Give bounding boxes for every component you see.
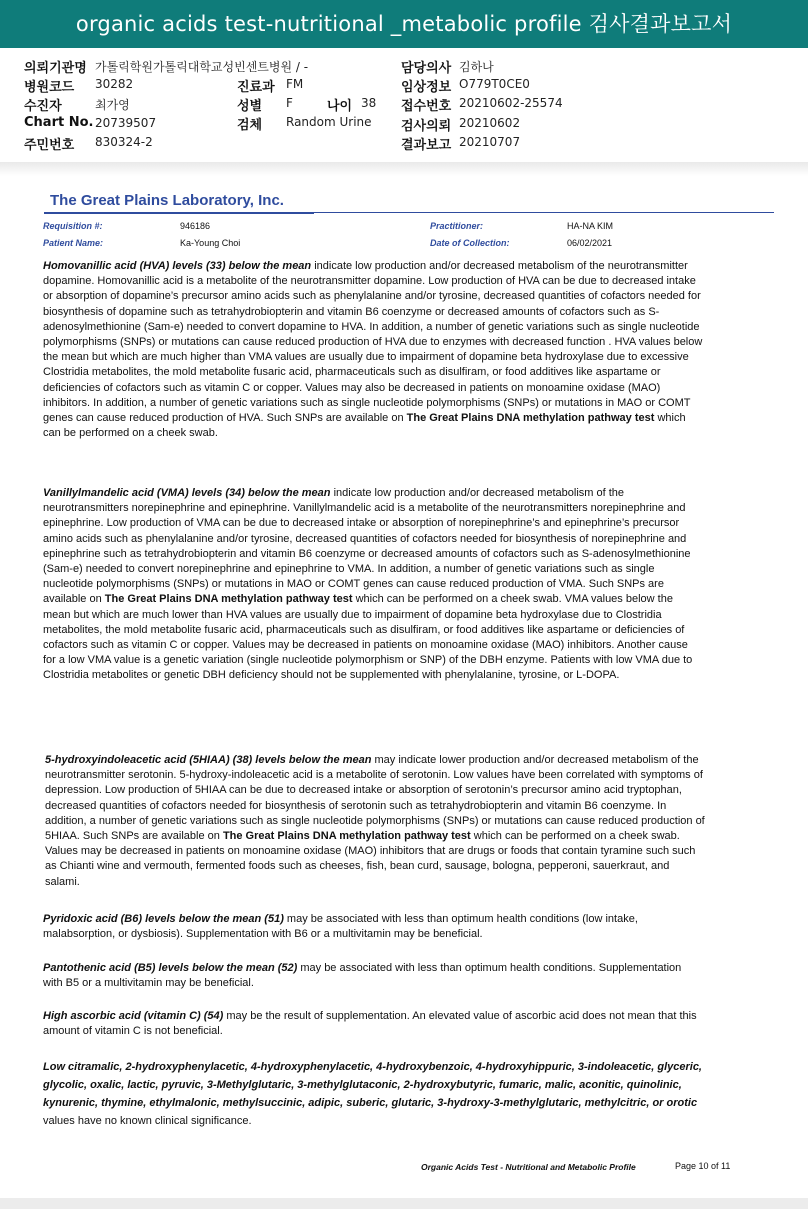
chart-no-value: 20739507 <box>95 116 157 130</box>
vitamin-c-paragraph <box>43 1009 703 1039</box>
lab-name: The Great Plains Laboratory, Inc. <box>50 192 284 209</box>
hospital-code-value: 30282 <box>95 77 134 91</box>
specimen-value: Random Urine <box>286 115 372 129</box>
patient-header <box>0 55 808 155</box>
patient-label: Patient Name: <box>43 238 104 248</box>
vma-paragraph <box>43 486 703 684</box>
resident-no-value: 830324-2 <box>95 135 153 149</box>
collection-value: 06/02/2021 <box>567 238 613 248</box>
low-values-text: values have no known clinical significance. <box>43 1115 252 1127</box>
5hiaa-paragraph <box>45 753 705 890</box>
footer-page-number: Page 10 of 11 <box>675 1161 731 1171</box>
b6-heading: Pyridoxic acid (B6) levels below the mean (51) <box>43 913 284 925</box>
doctor-value: 김하나 <box>459 60 494 74</box>
institution-label: 의뢰기관명 <box>24 61 87 76</box>
collector-label: 수진자 <box>24 99 62 114</box>
vma-text: indicate low production and/or decreased metabolism of the neurotransmitters norepinephrine and epinephrine. Vanillylmandelic acid is a metabolite of the neurotransmitters norepinephrine and epinephrine. Low production of VMA can be due to decreased intake or absorption of norepinephrine’s and epinephrine’s precursor amino acids such as phenylalanine and/or tyrosine, decreased quantities of cofactors needed for biosynthesis of norepinephrine and epinephrine such as tetrahydrobiopterin and vitamin B6 coenzyme or decreased amounts of cofactors such as S-adenosylmethionine (Sam-e) needed to convert norepinephrine and epinephrine to VMA. In addition, a number of genetic variations such as single nucleotide polymorphisms (SNPs) or mutations in MAO or COMT genes can cause reduced production of VMA. Such SNPs are available on <box>43 487 691 606</box>
collector-value: 최가영 <box>95 98 130 112</box>
institution-value: 가톨릭학원가톨릭대학교성빈센트병원 / - <box>95 60 309 74</box>
hva-tail: which can be performed on a cheek swab. <box>43 412 686 440</box>
b5-text: may be associated with less than optimum health conditions. Supplementation with B5 or a multivitamin may be beneficial. <box>43 962 682 990</box>
b5-heading: Pantothenic acid (B5) levels below the mean (52) <box>43 962 298 974</box>
department-label: 진료과 <box>237 80 275 95</box>
low-values-heading: Low citramalic, 2-hydroxyphenylacetic, 4-hydroxyphenylacetic, 4-hydroxybenzoic, 4-hydroxyhippuric, 3-indoleacetic, glyceric, glycolic, oxalic, lactic, pyruvic, 3-Methylglutaric, 3-methylglutaconic, 2-hydroxybutyric, fumaric, malic, aconitic, quinolinic, kynurenic, thymine, ethylmalonic, methylsuccinic, adipic, suberic, glutaric, 3-hydroxy-3-methylglutaric, methylcitric, or orotic <box>43 1061 702 1109</box>
low-values-paragraph <box>43 1058 703 1130</box>
vitamin-c-heading: High ascorbic acid (vitamin C) (54) <box>43 1010 224 1022</box>
practitioner-label: Practitioner: <box>430 221 484 231</box>
report-date-label: 결과보고 <box>401 138 452 153</box>
practitioner-value: HA-NA KIM <box>567 221 614 231</box>
bottom-bar <box>0 1198 808 1209</box>
reception-no-value: 20210602-25574 <box>459 96 563 110</box>
lab-rule-accent <box>44 212 314 214</box>
footer-title: Organic Acids Test - Nutritional and Metabolic Profile <box>421 1162 636 1172</box>
hva-test-name: The Great Plains DNA methylation pathway test <box>406 412 655 425</box>
vitamin-c-text: may be the result of supplementation. An elevated value of ascorbic acid does not mean that this amount of vitamin C is not beneficial. <box>43 1010 697 1038</box>
report-page <box>0 176 808 1198</box>
5hiaa-tail: which can be performed on a cheek swab. Values may be decreased in patients on monoamine oxidase (MAO) inhibitors that are drugs or foods that contain tyramine such such as Chianti wine and vermouth, fermented foods such as cheeses, fish, bean curd, sausage, bologna, pepperoni, sauerkraut, and salami. <box>45 830 696 888</box>
collection-label: Date of Collection: <box>430 238 510 248</box>
hva-paragraph <box>43 259 703 441</box>
doctor-label: 담당의사 <box>401 61 452 76</box>
specimen-label: 검체 <box>237 118 263 133</box>
vma-heading: Vanillylmandelic acid (VMA) levels (34) below the mean <box>43 487 331 499</box>
5hiaa-test-name: The Great Plains DNA methylation pathway test <box>222 830 471 843</box>
chart-no-label: Chart No. <box>24 115 94 130</box>
patient-value: Ka-Young Choi <box>180 238 241 248</box>
vma-tail: which can be performed on a cheek swab. VMA values below the mean but which are much lower than HVA values are usually due to impairment of dopamine beta hydroxylase due to Clostridia metabolites, the mold metabolite fusaric acid, pharmaceuticals such as disulfiram, or food additives like aspartame or deficiencies of cofactors such as vitamin C or copper. Values may be decreased in patients on monoamine oxidase (MAO) inhibitors. Another cause for a low VMA value is a genetic variation (single nucleotide polymorphism or SNP) of the DBH enzyme. Patients with low VMA due to Clostridia metabolites or genetic DBH deficiency should not be supplemented with phenylalanine, tyrosine, or L-DOPA. <box>43 593 693 682</box>
header-divider <box>0 162 808 176</box>
department-value: FM <box>286 77 304 91</box>
report-title: organic acids test-nutritional _metabolic profile 검사결과보고서 <box>0 0 808 48</box>
hospital-code-label: 병원코드 <box>24 80 75 95</box>
requisition-value: 946186 <box>180 221 211 231</box>
clinical-info-value: O779T0CE0 <box>459 77 530 91</box>
request-date-value: 20210602 <box>459 116 521 130</box>
b6-paragraph <box>43 912 703 942</box>
b5-paragraph <box>43 961 703 991</box>
requisition-label: Requisition #: <box>43 221 103 231</box>
age-value: 38 <box>361 96 377 110</box>
request-date-label: 검사의뢰 <box>401 119 452 134</box>
clinical-info-label: 임상정보 <box>401 80 452 95</box>
sex-value: F <box>286 96 293 110</box>
report-date-value: 20210707 <box>459 135 521 149</box>
vma-test-name: The Great Plains DNA methylation pathway test <box>104 593 353 606</box>
5hiaa-text: may indicate lower production and/or decreased metabolism of the neurotransmitter serotonin. 5-hydroxy-indoleacetic acid is a metabolite of serotonin. Low values have been correlated with symptoms of depression. Low production of 5HIAA can be due to decreased intake or absorption of serotonin’s precursor amino acid tryptophan, decreased quantities of cofactors needed for biosynthesis of serotonin such as tetrahydrobiopterin and vitamin B6 coenzyme. In addition, a number of genetic variations such as single nucleotide polymorphisms (SNPs) or mutations can cause reduced production of 5HIAA. Such SNPs are available on <box>45 754 705 843</box>
hva-text: indicate low production and/or decreased metabolism of the neurotransmitter dopamine. Homovanillic acid is a metabolite of the neurotransmitter dopamine. Low production of HVA can be due to decreased intake or absorption of dopamine’s precursor amino acids such as phenylalanine and/or tyrosine, decreased quantities of cofactors needed for biosynthesis of dopamine such as tetrahydrobiopterin and vitamin B6 coenzyme or decreased amounts of cofactors such as S-adenosylmethionine (Sam-e) needed to convert dopamine to HVA. In addition, a number of genetic variations such as single nucleotide polymorphisms (SNPs) or mutations can cause reduced production of HVA due to enzymes with decreased function . HVA values below the mean but which are much higher than VMA values are usually due to impairment of dopamine beta hydroxylase due to excessive Clostridia metabolites, the mold metabolite fusaric acid, pharmaceuticals such as disulfiram, or food additives like aspartame or deficiencies of cofactors such as vitamin C or copper. Values may also be decreased in patients on monoamine oxidase (MAO) inhibitors. In addition, a number of genetic variations such as single nucleotide polymorphisms (SNPs) or mutations in MAO or COMT genes can cause reduced production of HVA. Such SNPs are available on <box>43 260 703 425</box>
resident-no-label: 주민번호 <box>24 138 75 153</box>
b6-text: may be associated with less than optimum health conditions (low intake, malabsorption, or dysbiosis). Supplementation with B6 or a multivitamin may be beneficial. <box>43 913 638 941</box>
5hiaa-heading: 5-hydroxyindoleacetic acid (5HIAA) (38) levels below the mean <box>45 754 372 766</box>
sex-label: 성별 <box>237 99 263 114</box>
hva-heading: Homovanillic acid (HVA) levels (33) below the mean <box>43 260 312 272</box>
reception-no-label: 접수번호 <box>401 99 452 114</box>
age-label: 나이 <box>327 99 353 114</box>
